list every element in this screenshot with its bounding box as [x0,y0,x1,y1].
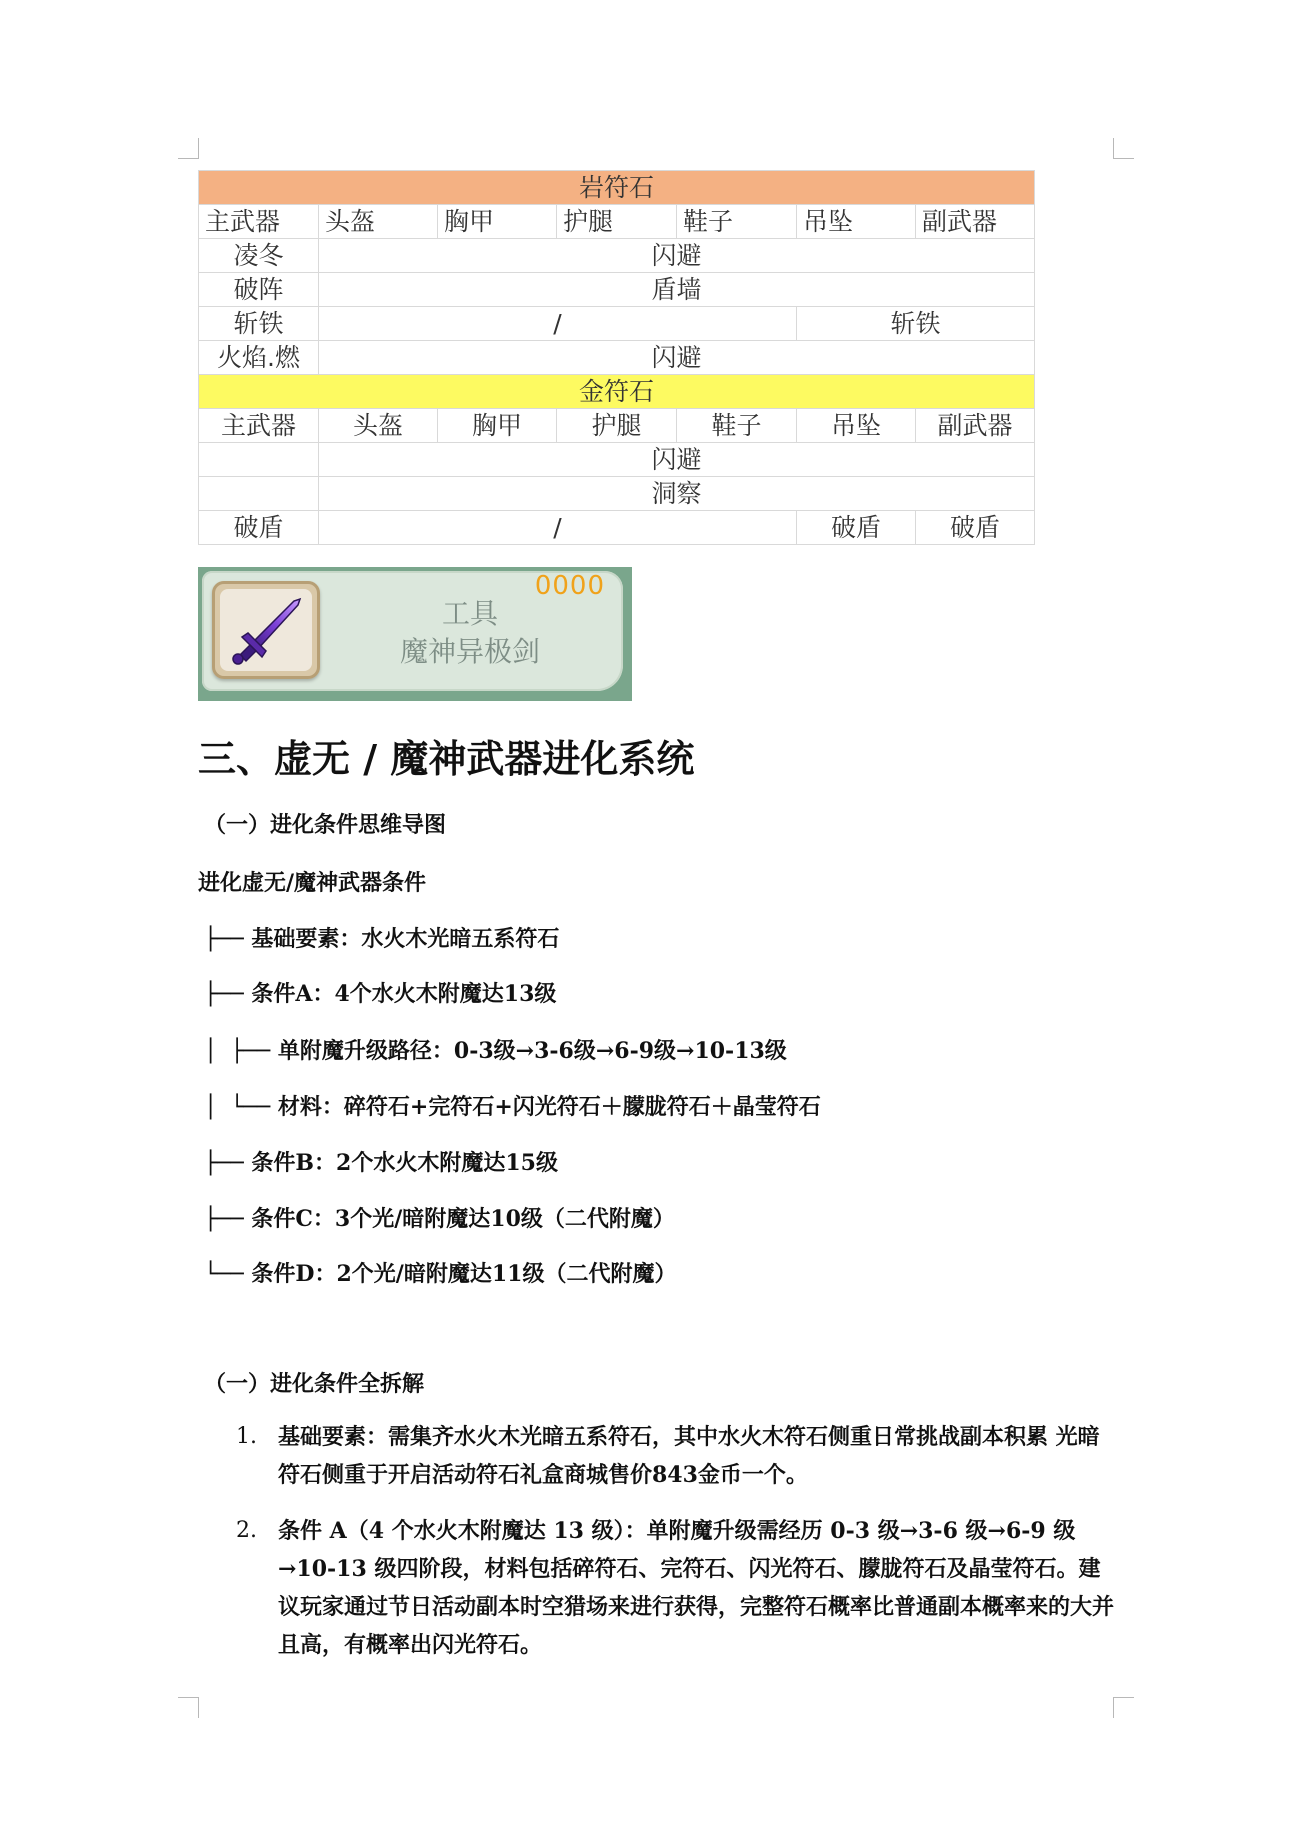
weapon-cell: 凌冬 [199,239,319,273]
section-title: 三、虚无 / 魔神武器进化系统 [198,737,695,781]
effect-cell: 破盾 [797,511,916,545]
table-row [199,239,1035,273]
item-category: 工具 [441,597,498,630]
list-text: 条件 A（4 个水火木附魔达 13 级）：单附魔升级需经历 0-3 级→3-6 级→6-9 级→10-13 级四阶段，材料包括碎符石、完符石、闪光符石、朦胧符石及晶莹符石。建议玩家通过节日活动副本时空猎场来进行获得，完整符石概率比普通副本概率来的大并且高，有概率出闪光符石。 [278,1518,1115,1658]
item-count: 0000 [534,571,605,601]
list-number: 1. [236,1424,257,1449]
subsection-title-mindmap: （一）进化条件思维导图 [204,812,447,838]
weapon-cell: 破阵 [199,273,319,307]
col-header: 胸甲 [438,409,557,443]
table-row [199,443,1035,477]
purple-sword-icon [220,589,312,671]
effect-cell: 闪避 [319,443,1035,477]
effect-cell: 破盾 [916,511,1035,545]
col-header: 护腿 [557,205,677,239]
item-card-panel [202,571,623,691]
tree-root: 进化虚无/魔神武器条件 [198,870,427,896]
col-header: 鞋子 [677,409,797,443]
rock-rune-header-row [199,205,1035,239]
rock-rune-title: 岩符石 [199,171,1035,205]
item-icon-frame [212,581,320,679]
effect-cell: 闪避 [319,239,1035,273]
list-text: 基础要素：需集齐水火木光暗五系符石，其中水火木符石侧重日常挑战副本积累 光暗符石侧重于开启活动符石礼盒商城售价843金币一个。 [278,1424,1100,1488]
list-item [236,1418,1116,1494]
list-item [236,1512,1116,1664]
col-header: 吊坠 [797,409,916,443]
col-header: 鞋子 [677,205,797,239]
tree-item: ├── 基础要素：水火木光暗五系符石 [204,926,560,952]
effect-cell: / [319,307,797,341]
effect-cell: / [319,511,797,545]
crop-mark-bottom-left [178,1697,199,1718]
table-row [199,477,1035,511]
col-header: 主武器 [199,409,319,443]
effect-cell: 盾墙 [319,273,1035,307]
table-row [199,273,1035,307]
rock-rune-title-row [199,171,1035,205]
col-header: 副武器 [916,409,1035,443]
subsection-title-breakdown: （一）进化条件全拆解 [204,1371,425,1397]
col-header: 头盔 [319,409,438,443]
table-row [199,511,1035,545]
tree-item: ├── 条件A：4个水火木附魔达13级 [204,981,557,1007]
weapon-cell: 斩铁 [199,307,319,341]
effect-cell: 洞察 [319,477,1035,511]
tree-item: │ └── 材料：碎符石+完符石+闪光符石＋朦胧符石＋晶莹符石 [204,1094,821,1120]
col-header: 副武器 [916,205,1035,239]
table-row [199,341,1035,375]
col-header: 护腿 [557,409,677,443]
gold-rune-title: 金符石 [199,375,1035,409]
weapon-cell [199,477,319,511]
col-header: 吊坠 [797,205,916,239]
item-card [198,567,632,701]
list-number: 2. [236,1518,257,1543]
tree-item: │ ├── 单附魔升级路径：0-3级→3-6级→6-9级→10-13级 [204,1038,787,1064]
table-row [199,307,1035,341]
effect-cell: 闪避 [319,341,1035,375]
tree-item: ├── 条件B：2个水火木附魔达15级 [204,1150,558,1176]
gold-rune-header-row [199,409,1035,443]
crop-mark-top-right [1113,138,1134,159]
col-header: 胸甲 [438,205,557,239]
item-slot [220,589,312,671]
weapon-cell: 火焰.燃 [199,341,319,375]
detail-list [236,1418,1116,1664]
gold-rune-title-row [199,375,1035,409]
tree-item: └── 条件D：2个光/暗附魔达11级（二代附魔） [204,1261,677,1287]
crop-mark-bottom-right [1113,1697,1134,1718]
item-name: 魔神异极剑 [399,635,540,668]
col-header: 头盔 [319,205,438,239]
weapon-cell [199,443,319,477]
tree-item: ├── 条件C：3个光/暗附魔达10级（二代附魔） [204,1206,675,1232]
col-header: 主武器 [199,205,319,239]
rune-table [198,170,1035,545]
weapon-cell: 破盾 [199,511,319,545]
effect-cell: 斩铁 [797,307,1035,341]
crop-mark-top-left [178,138,199,159]
